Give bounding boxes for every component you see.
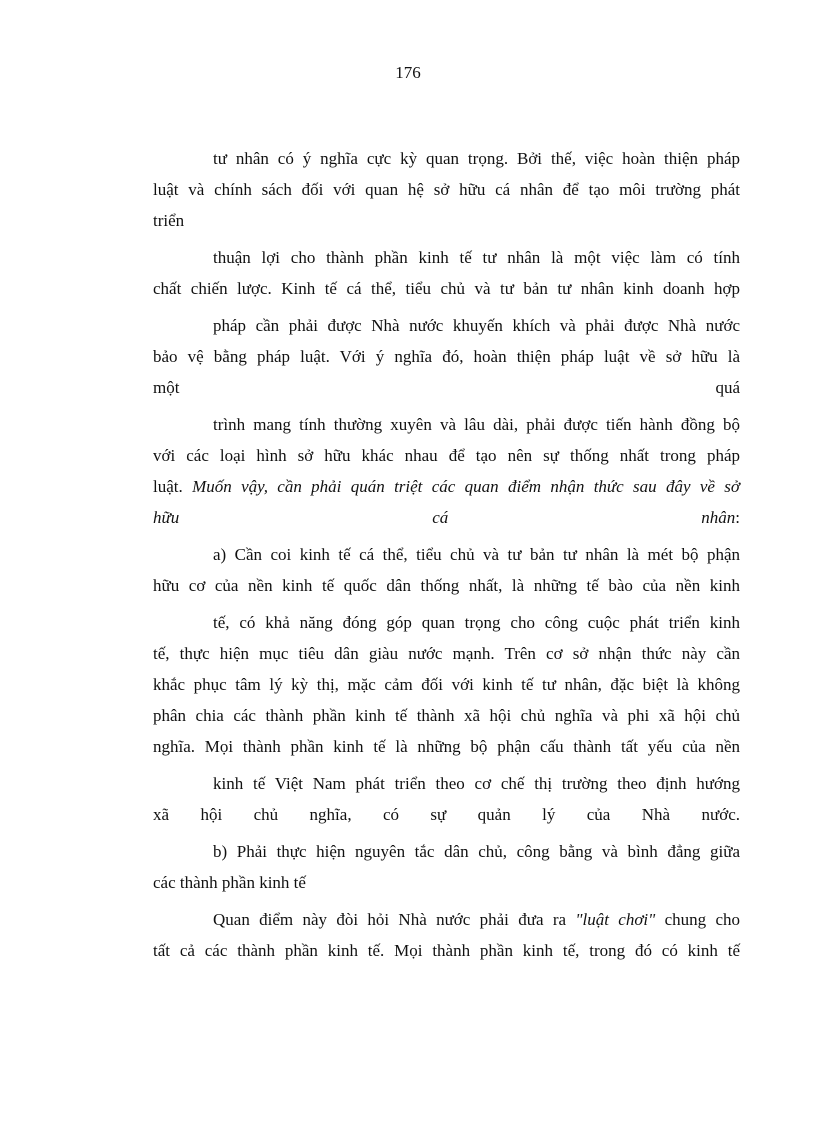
text-segment: Quan điểm này đòi hỏi Nhà nước phải đưa ra: [213, 910, 576, 929]
italic-text: hữu cá nhân: [153, 508, 736, 527]
text-line: xã hội chủ nghĩa, có sự quản lý của Nhà nước.: [153, 805, 740, 824]
text-line: kinh tế Việt Nam phát triển theo cơ chế thị trường theo định hướng: [213, 774, 740, 793]
text-line: khắc phục tâm lý kỳ thị, mặc cảm đối với kinh tế tư nhân, đặc biệt là không: [153, 675, 740, 694]
text-line: hữu cơ của nền kinh tế quốc dân thống nhất, là những tế bào của nền kinh: [153, 576, 740, 595]
text-line: nghĩa. Mọi thành phần kinh tế là những bộ phận cấu thành tất yếu của nền: [153, 737, 740, 756]
paragraph-1: [153, 143, 740, 236]
text-line: thuận lợi cho thành phần kinh tế tư nhân là một việc làm có tính: [213, 248, 740, 267]
paragraph-2: [153, 242, 740, 304]
text-line: luật và chính sách đối với quan hệ sở hữu cá nhân để tạo môi trường phát: [153, 180, 740, 199]
page-number: 176: [395, 63, 421, 82]
paragraph-4: [153, 409, 740, 533]
paragraph-8: [153, 836, 740, 898]
text-line: các thành phần kinh tế: [153, 873, 306, 892]
text-line: a) Cần coi kinh tế cá thể, tiểu chủ và tư bản tư nhân là mét bộ phận: [213, 545, 740, 564]
text-line: [153, 502, 740, 533]
text-line: với các loại hình sở hữu khác nhau để tạo nên sự thống nhất trong pháp: [153, 446, 740, 465]
paragraph-9: [153, 904, 740, 966]
text-line: tế, thực hiện mục tiêu dân giàu nước mạnh. Trên cơ sở nhận thức này cần: [153, 644, 740, 663]
paragraph-6: [153, 607, 740, 762]
body-text: [153, 143, 740, 972]
text-line: pháp cần phải được Nhà nước khuyến khích và phải được Nhà nước: [213, 316, 740, 335]
text-line: tế, có khả năng đóng góp quan trọng cho công cuộc phát triển kinh: [213, 613, 740, 632]
text-line: một quá: [153, 378, 740, 397]
text-line: phân chia các thành phần kinh tế thành xã hội chủ nghĩa và phi xã hội chủ: [153, 706, 740, 725]
paragraph-5: [153, 539, 740, 601]
text-line: triển: [153, 211, 185, 230]
italic-text: Muốn vậy, cần phải quán triệt các quan điểm nhận thức sau đây về sở: [192, 477, 740, 496]
text-line: tất cả các thành phần kinh tế. Mọi thành phần kinh tế, trong đó có kinh tế: [153, 941, 740, 960]
text-segment: luật.: [153, 477, 193, 496]
text-line: bảo vệ bằng pháp luật. Với ý nghĩa đó, hoàn thiện pháp luật về sở hữu là: [153, 347, 740, 366]
text-segment: :: [735, 508, 740, 527]
text-line: tư nhân có ý nghĩa cực kỳ quan trọng. Bởi thế, việc hoàn thiện pháp: [213, 149, 740, 168]
text-segment: chung cho: [655, 910, 740, 929]
quoted-italic-text: "luật chơi": [575, 910, 656, 929]
text-line: b) Phải thực hiện nguyên tắc dân chủ, công bằng và bình đẳng giữa: [213, 842, 740, 861]
text-line: [153, 471, 740, 502]
text-line: trình mang tính thường xuyên và lâu dài, phải được tiến hành đồng bộ: [213, 415, 740, 434]
paragraph-3: [153, 310, 740, 403]
text-line: chất chiến lược. Kinh tế cá thể, tiểu chủ và tư bản tư nhân kinh doanh hợp: [153, 279, 740, 298]
paragraph-7: [153, 768, 740, 830]
text-line: [153, 904, 740, 935]
